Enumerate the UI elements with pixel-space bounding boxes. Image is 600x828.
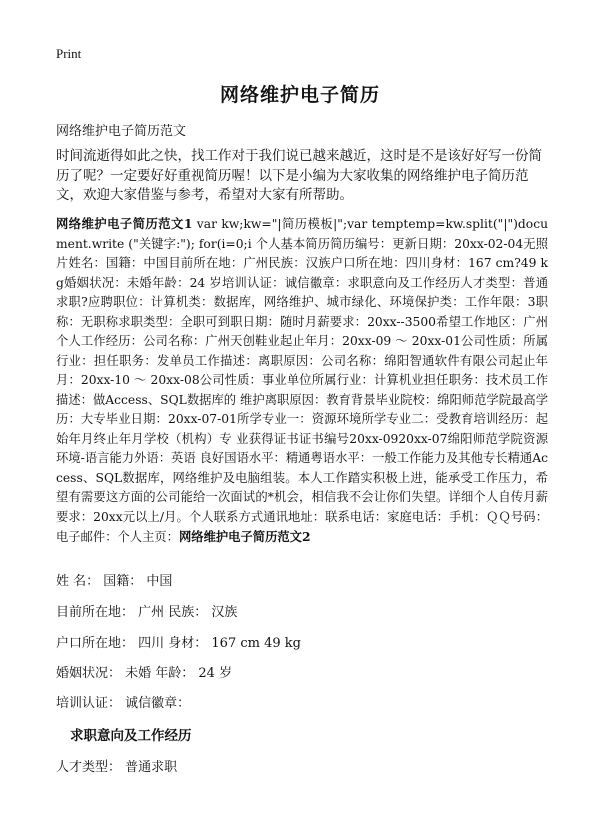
article-heading-2: 网络维护电子简历范文2 (178, 529, 311, 544)
article-paragraph: var kw;kw="|简历模板|";var temptemp=kw.split("|")document.write ("关键字:"); for(i=0;i 个人基本简历简历编号：更新日期：20xx-02-04无照片姓名：国籍：中国目前所在地：广州民族：汉族户口所在地：四川身材：167 cm?49 kg婚姻状况：未婚年龄：24 岁培训认证：诚信徽章：求职意向及工作经历人才类型：普通求职?应聘职位：计算机类：数据库，网络维护、城市绿化、环境保护类：工作年限：3职称：无职称求职类型：全职可到职日期：随时月薪要求：20xx--3500希望工作地区：广州个人工作经历：公司名称：广州天创鞋业起止年月：20xx-09 ～ 20xx-01公司性质：所属行业：担任职务：发单员工作描述：离职原因：公司名称：绵阳智通软件有限公司起止年月：20xx-10 ～ 20xx-08公司性质：事业单位所属行业：计算机业担任职务：技术员工作描述：做Access、SQL数据库的 维护离职原因：教育背景毕业院校：绵阳师范学院最高学历：大专毕业日期：20xx-07-01所学专业一：资源环境所学专业二：受教育培训经历：起始年月终止年月学校（机构）专 业获得证书证书编号20xx-0920xx-07绵阳师范学院资源环境-语言能力外语：英语 良好国语水平：精通粤语水平：一般工作能力及其他专长精通Access、SQL数据库，网络维护及电脑组装。本人工作踏实积极上进，能承受工作压力，希望有需要这方面的公司能给一次面试的*机会，相信我不会让你们失望。详细个人自传月薪要求：20xx元以上/月。个人联系方式通讯地址：联系电话：家庭电话：手机：ＱＱ号码：电子邮件：个人主页： (56, 217, 548, 544)
certification-field: 培训认证： 诚信徽章： (56, 696, 191, 711)
article-body (56, 214, 548, 548)
name-field: 姓 名： 国籍： 中国 (56, 574, 173, 589)
print-link[interactable]: Print (56, 46, 82, 61)
talent-type-field: 人才类型： 普通求职 (56, 760, 178, 775)
page-title: 网络维护电子简历 (219, 84, 380, 106)
hukou-field: 户口所在地： 四川 身材： 167 cm 49 kg (56, 636, 301, 651)
intro-paragraph: 时间流逝得如此之快，找工作对于我们说已越来越近，这时是不是该好好写一份简历了呢？一定要好好重视简历喔！以下是小编为大家收集的网络维护电子简历范文，欢迎大家借鉴与参考，希望对大家有所帮助。 (56, 148, 542, 203)
subtitle: 网络维护电子简历范文 (56, 124, 187, 139)
location-field: 目前所在地： 广州 民族： 汉族 (56, 605, 238, 620)
marital-field: 婚姻状况： 未婚 年龄： 24 岁 (56, 666, 233, 681)
section-heading: 求职意向及工作经历 (70, 728, 192, 744)
article-heading-1: 网络维护电子简历范文1 (56, 216, 193, 231)
